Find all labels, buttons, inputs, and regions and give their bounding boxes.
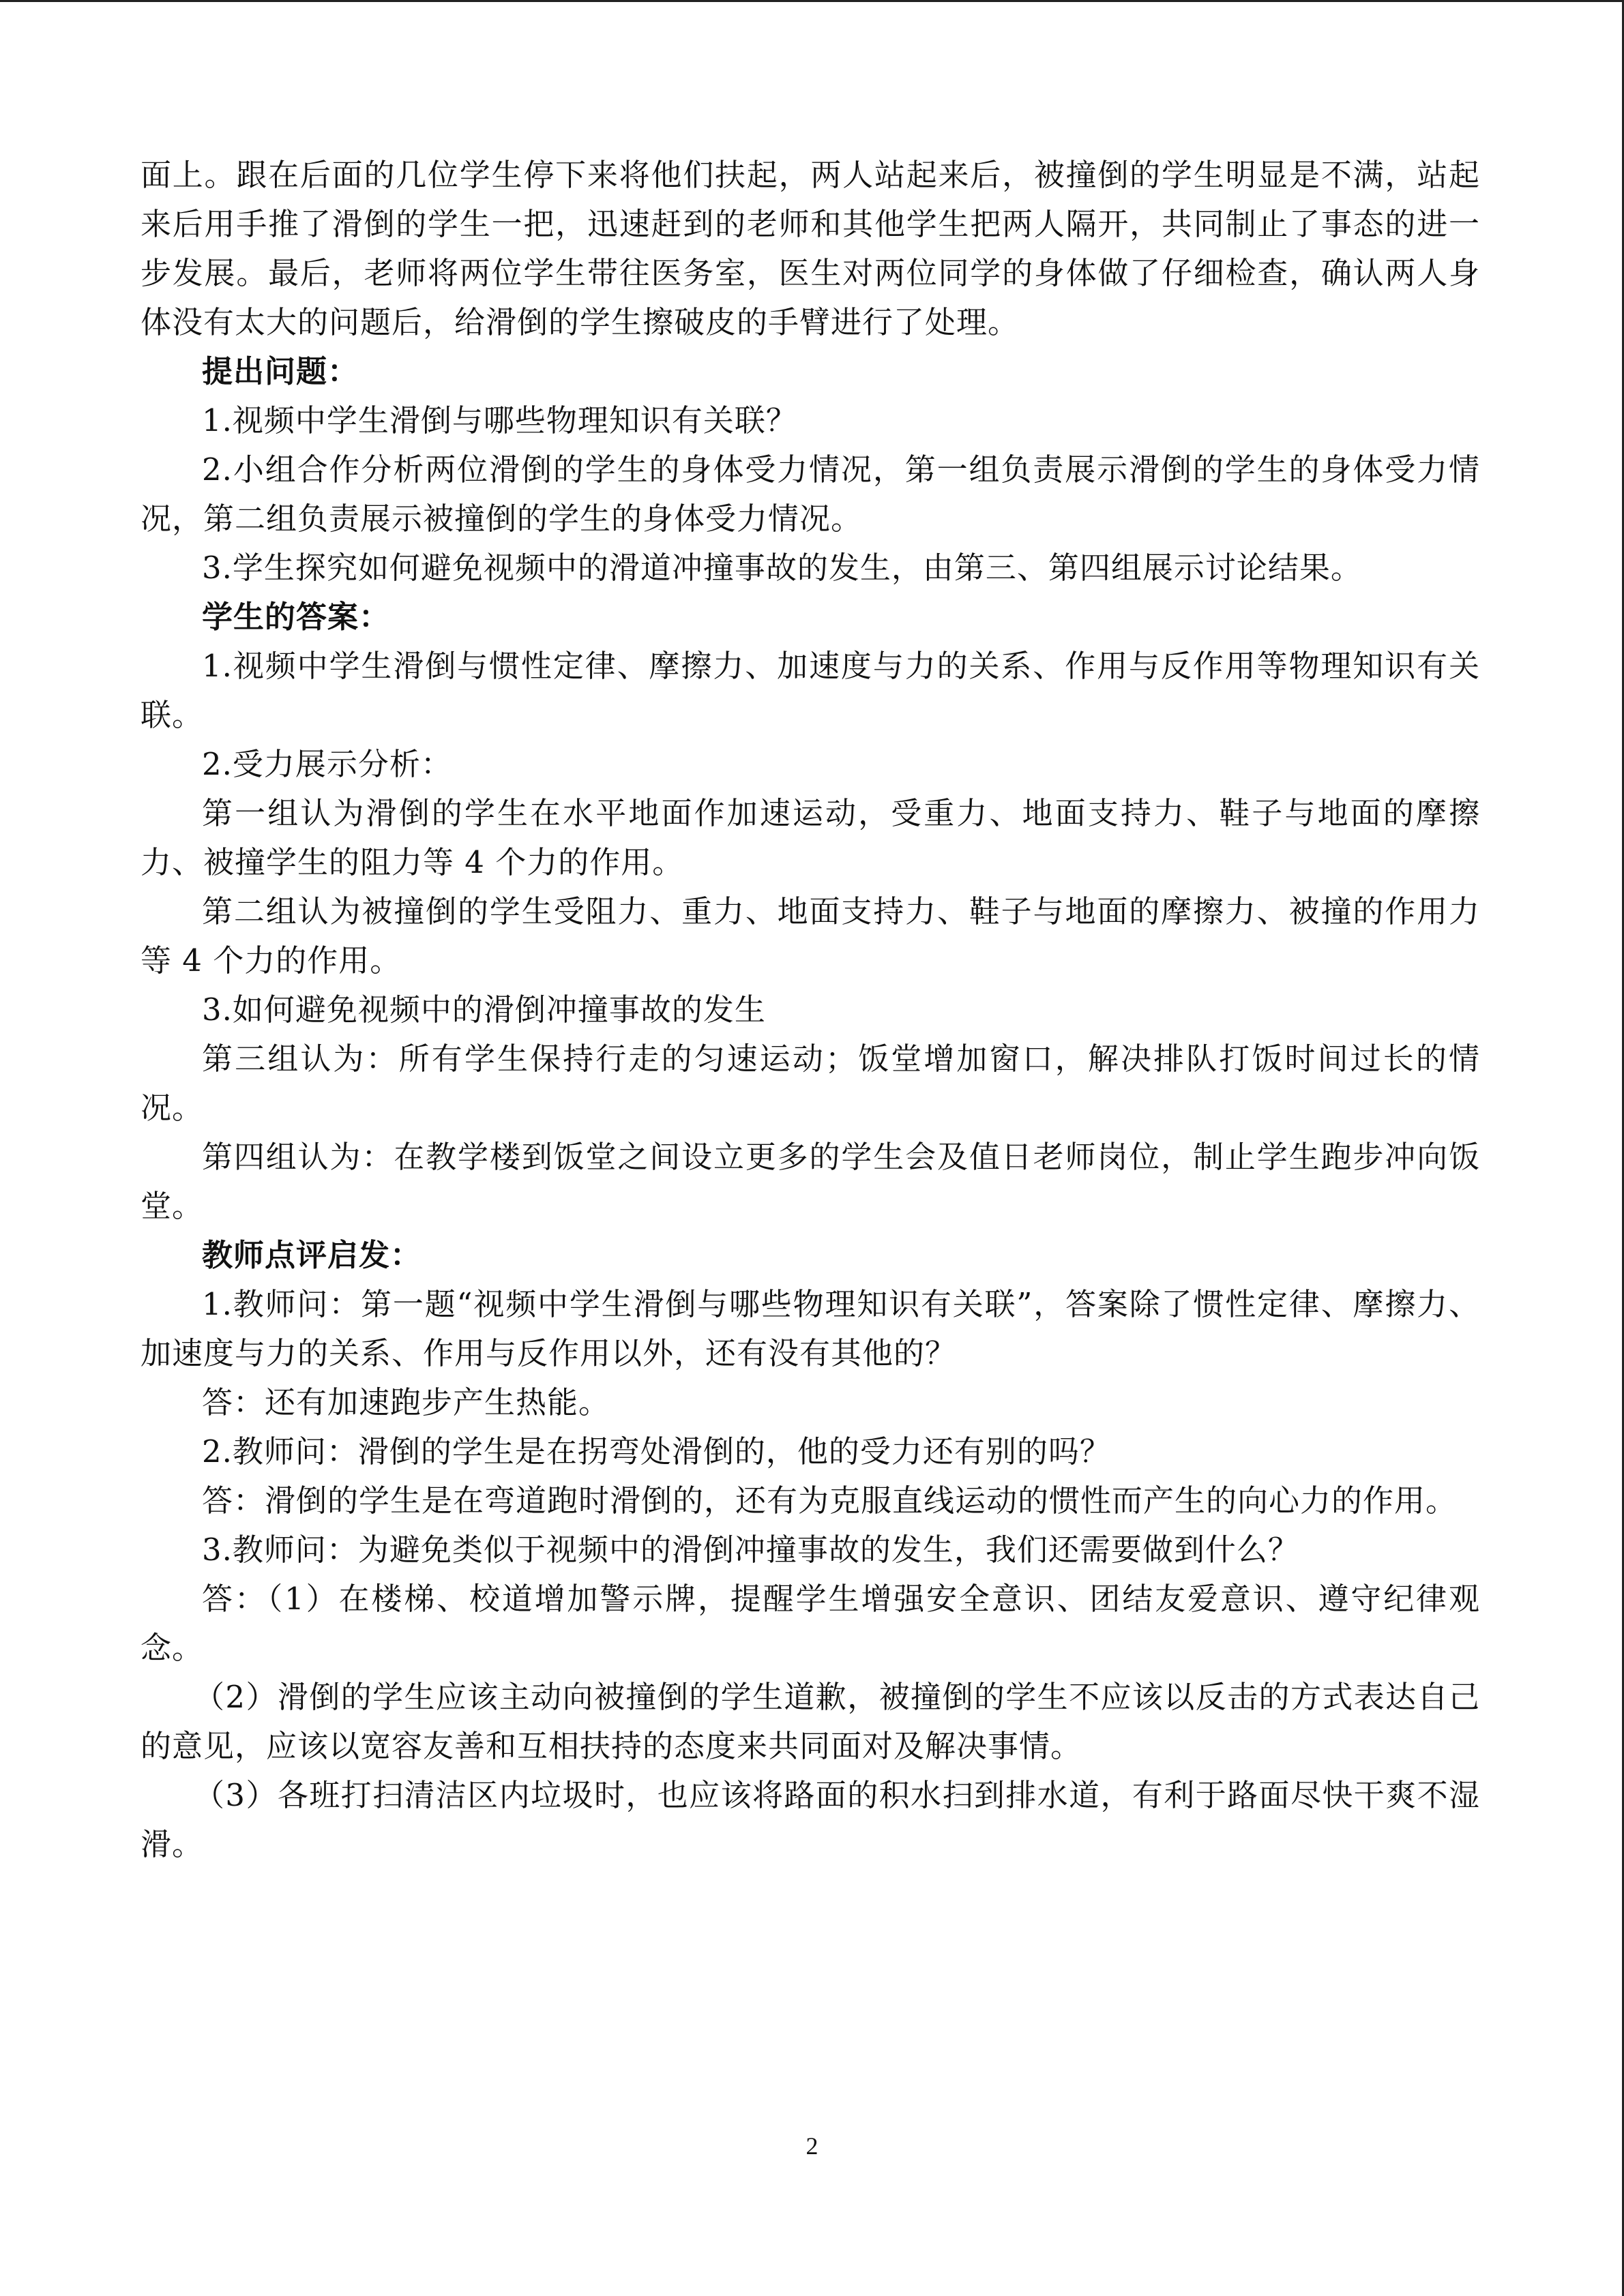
answer-3-group-4: 第四组认为：在教学楼到饭堂之间设立更多的学生会及值日老师岗位，制止学生跑步冲向饭堂。 (141, 1139, 1480, 1224)
teacher-answer-3-item-2: （2）滑倒的学生应该主动向被撞倒的学生道歉，被撞倒的学生不应该以反击的方式表达自己的意见，应该以宽容友善和互相扶持的态度来共同面对及解决事情。 (141, 1679, 1480, 1764)
question-2: 2.小组合作分析两位滑倒的学生的身体受力情况，第一组负责展示滑倒的学生的身体受力情况，第二组负责展示被撞倒的学生的身体受力情况。 (141, 451, 1480, 537)
teacher-question-2: 2.教师问：滑倒的学生是在拐弯处滑倒的，他的受力还有别的吗？ (202, 1433, 1111, 1470)
document-body (141, 151, 1480, 1869)
teacher-question-1: 1.教师问：第一题“视频中学生滑倒与哪些物理知识有关联”，答案除了惯性定律、摩擦力、加速度与力的关系、作用与反作用以外，还有没有其他的？ (141, 1286, 1480, 1371)
answer-2-group-1: 第一组认为滑倒的学生在水平地面作加速运动，受重力、地面支持力、鞋子与地面的摩擦力、被撞学生的阻力等 4 个力的作用。 (141, 795, 1480, 880)
answer-2: 2.受力展示分析： (202, 746, 452, 782)
heading-questions: 提出问题： (202, 353, 359, 389)
heading-teacher-comments: 教师点评启发： (202, 1237, 422, 1273)
teacher-question-3: 3.教师问：为避免类似于视频中的滑倒冲撞事故的发生，我们还需要做到什么？ (202, 1532, 1299, 1568)
question-3: 3.学生探究如何避免视频中的滑道冲撞事故的发生，由第三、第四组展示讨论结果。 (202, 550, 1362, 586)
page-number: 2 (806, 2132, 818, 2160)
answer-3: 3.如何避免视频中的滑倒冲撞事故的发生 (202, 992, 766, 1028)
answer-3-group-3: 第三组认为：所有学生保持行走的匀速运动；饭堂增加窗口，解决排队打饭时间过长的情况。 (141, 1041, 1480, 1126)
answer-2-group-2: 第二组认为被撞倒的学生受阻力、重力、地面支持力、鞋子与地面的摩擦力、被撞的作用力等 4 个力的作用。 (141, 893, 1480, 979)
teacher-answer-1: 答：还有加速跑步产生热能。 (202, 1384, 610, 1420)
heading-student-answers: 学生的答案： (202, 599, 391, 635)
teacher-answer-2: 答：滑倒的学生是在弯道跑时滑倒的，还有为克服直线运动的惯性而产生的向心力的作用。 (202, 1482, 1458, 1519)
teacher-answer-3-item-3: （3）各班打扫清洁区内垃圾时，也应该将路面的积水扫到排水道，有利于路面尽快干爽不湿滑。 (141, 1777, 1480, 1862)
paragraph-incident-continuation: 面上。跟在后面的几位学生停下来将他们扶起，两人站起来后，被撞倒的学生明显是不满，站起来后用手推了滑倒的学生一把，迅速赶到的老师和其他学生把两人隔开，共同制止了事态的进一步发展。最后，老师将两位学生带往医务室，医生对两位同学的身体做了仔细检查，确认两人身体没有太大的问题后，给滑倒的学生擦破皮的手臂进行了处理。 (141, 157, 1480, 340)
teacher-answer-3-item-1: 答：（1）在楼梯、校道增加警示牌，提醒学生增强安全意识、团结友爱意识、遵守纪律观念。 (141, 1581, 1480, 1666)
question-1: 1.视频中学生滑倒与哪些物理知识有关联？ (202, 402, 797, 438)
answer-1: 1.视频中学生滑倒与惯性定律、摩擦力、加速度与力的关系、作用与反作用等物理知识有关联。 (141, 648, 1480, 733)
